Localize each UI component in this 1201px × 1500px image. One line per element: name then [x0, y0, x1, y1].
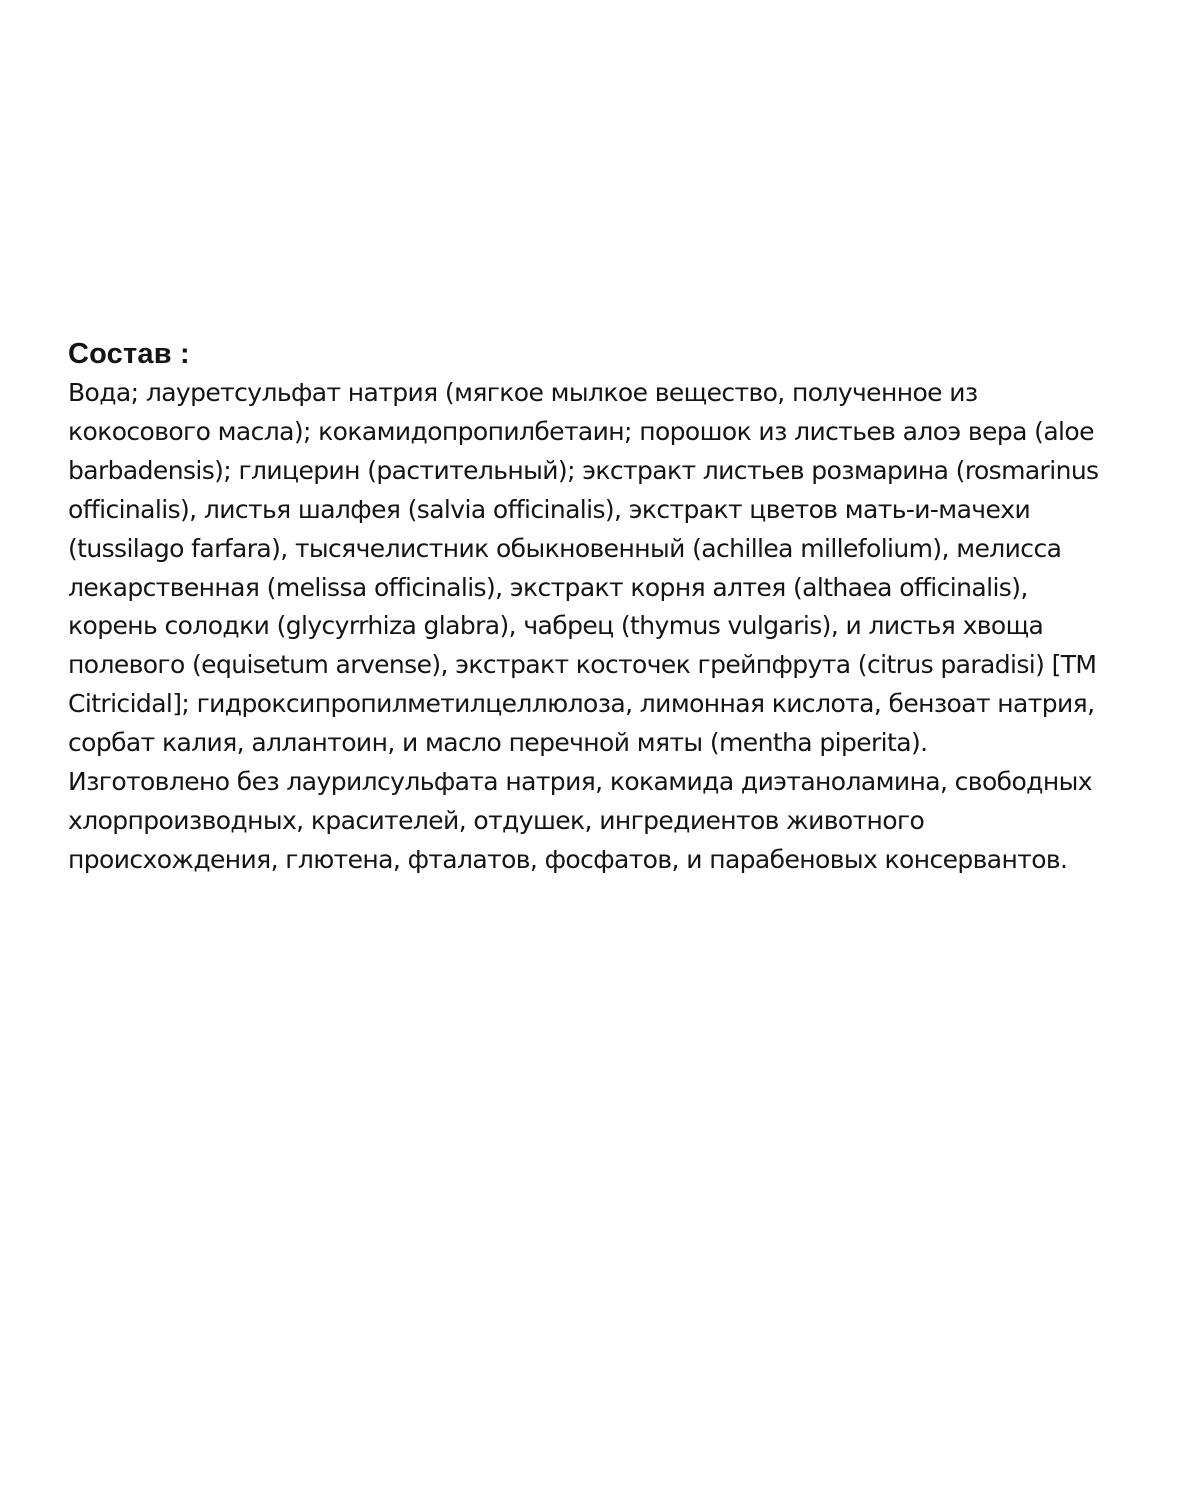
text-line: сорбат калия, аллантоин, и масло перечной мяты (mentha piperita).: [68, 728, 928, 758]
text-line: кокосового масла); кокамидопропилбетаин; порошок из листьев алоэ вера (aloe: [68, 416, 1094, 446]
text-line: officinalis), листья шалфея (salvia officinalis), экстракт цветов мать-и-мачехи: [68, 494, 1031, 524]
ingredients-section: [68, 336, 1193, 880]
text-line: полевого (equisetum arvense), экстракт косточек грейпфрута (citrus paradisi) [TM: [68, 650, 1097, 680]
text-line: Вода; лауретсульфат натрия (мягкое мылкое вещество, полученное из: [68, 378, 978, 407]
text-line: хлорпроизводных, красителей, отдушек, ингредиентов животного: [68, 805, 925, 835]
text-line: происхождения, глютена, фталатов, фосфатов, и парабеновых консервантов.: [68, 844, 1068, 874]
text-line: Citricidal]; гидроксипропилметилцеллюлоза, лимонная кислота, бензоат натрия,: [68, 689, 1095, 719]
text-line: (tussilago farfara), тысячелистник обыкновенный (achillea millefolium), мелисса: [68, 533, 1062, 563]
text-line: корень солодки (glycyrrhiza glabra), чабрец (thymus vulgaris), и листья хвоща: [68, 611, 1044, 641]
text-line: лекарственная (melissa officinalis), экстракт корня алтея (althaea officinalis),: [68, 572, 1028, 602]
ingredients-title: Состав :: [68, 338, 190, 370]
ingredients-text: [68, 374, 1193, 880]
text-line: barbadensis); глицерин (растительный); экстракт листьев розмарина (rosmarinus: [68, 455, 1099, 485]
text-line: Изготовлено без лаурилсульфата натрия, кокамида диэтаноламина, свободных: [68, 767, 1092, 797]
